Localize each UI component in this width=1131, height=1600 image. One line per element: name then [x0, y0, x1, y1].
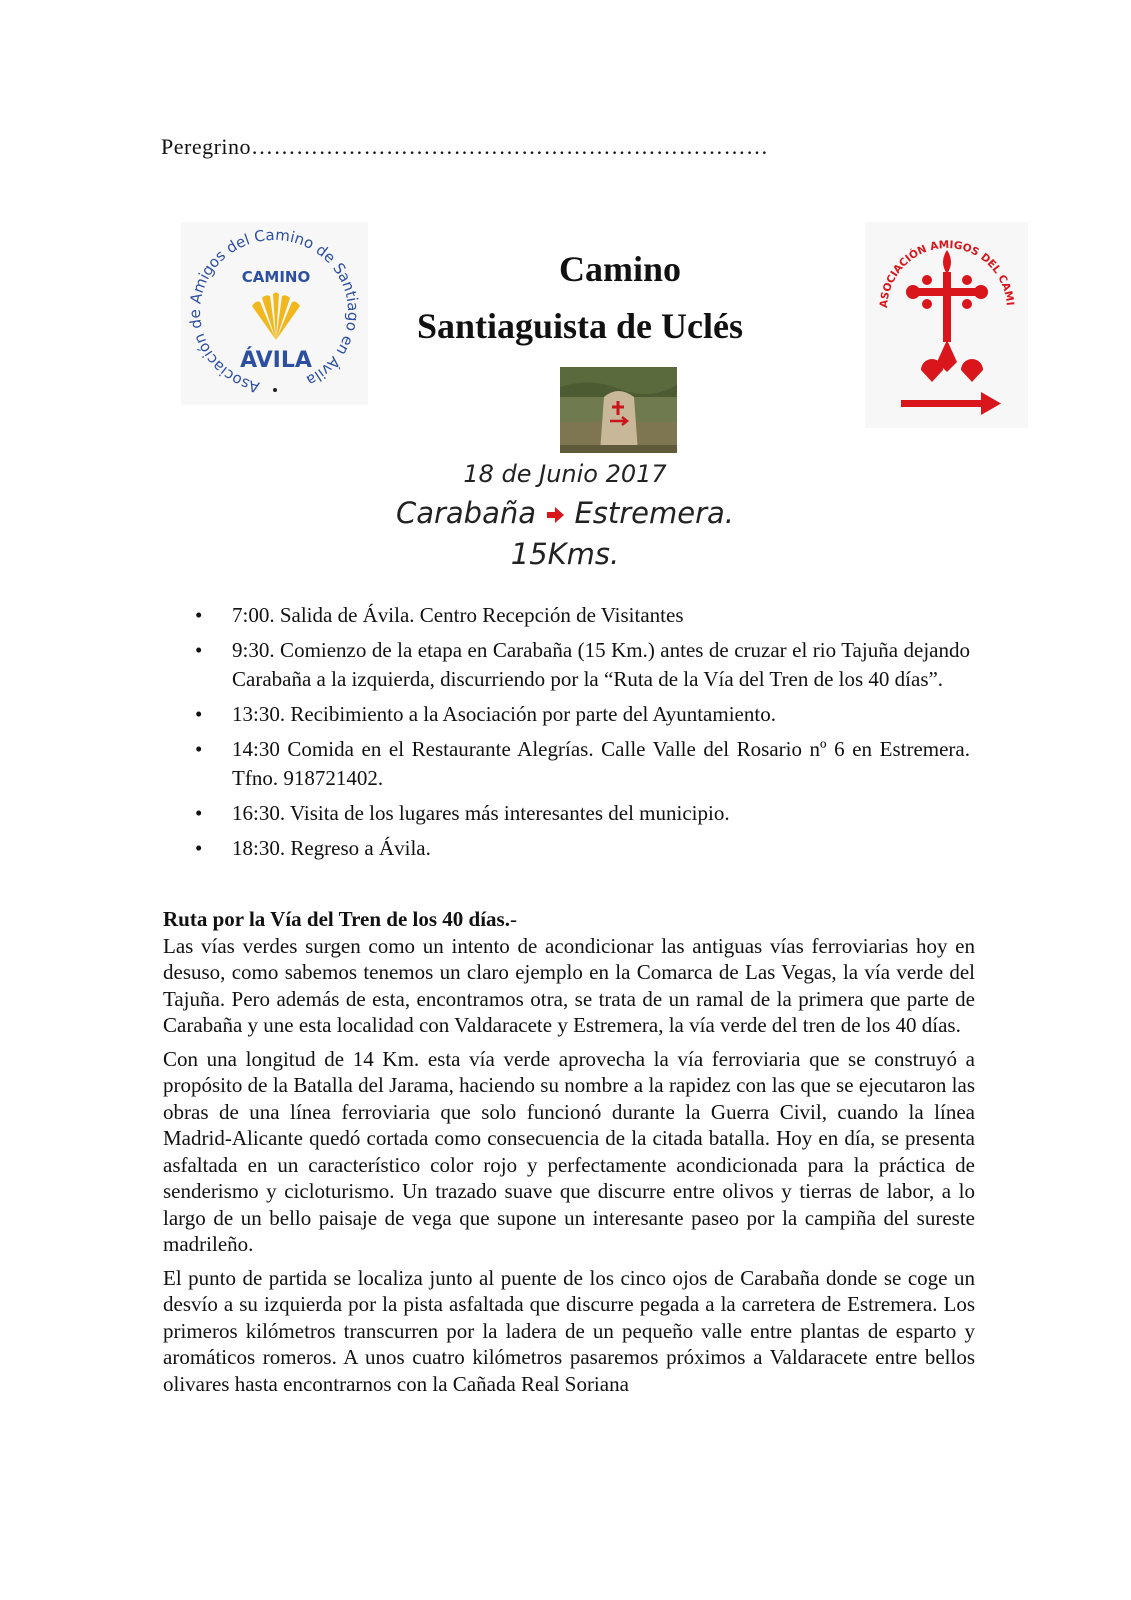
- avila-logo-camino-text: CAMINO: [241, 268, 311, 286]
- schedule-item: • 16:30. Visita de los lugares más interesantes del municipio.: [195, 799, 970, 828]
- schedule-item: • 7:00. Salida de Ávila. Centro Recepción de Visitantes: [195, 601, 970, 630]
- event-date: 18 de Junio 2017: [463, 460, 667, 488]
- section-paragraph: Las vías verdes surgen como un intento de acondicionar las antiguas vías ferroviarias hoy en desuso, como sabemos tenemos un claro ejemplo en la Comarca de Las Vegas, la vía verde del Tajuña. Pero además de esta, encontramos otra, se trata de un ramal de la primera que parte de Carabaña y une esta localidad con Valdaracete y Estremera, la vía verde del tren de los 40 días.: [163, 933, 975, 1037]
- event-distance: 15Kms.: [510, 537, 620, 571]
- ucles-association-logo: [865, 222, 1028, 428]
- santiago-cross-icon: [906, 250, 988, 372]
- milestone-photo: [560, 367, 677, 453]
- peregrino-field: Peregrino……………………………………………………………: [161, 134, 769, 159]
- avila-association-logo: [181, 222, 368, 405]
- schedule-item: • 14:30 Comida en el Restaurante Alegrías. Calle Valle del Rosario nº 6 en Estremera. Tfno. 918721402.: [195, 735, 970, 793]
- schedule-item: • 9:30. Comienzo de la etapa en Carabaña (15 Km.) antes de cruzar el rio Tajuña dejando Carabaña a la izquierda, discurriendo por la “Ruta de la Vía del Tren de los 40 días”.: [195, 636, 970, 694]
- red-arrow-icon: [901, 392, 1001, 415]
- avila-logo-avila-text: ÁVILA: [240, 348, 312, 373]
- ucles-logo-ring-text: ASOCIACIÓN AMIGOS DEL CAMI: [877, 238, 1016, 309]
- schedule-item: • 13:30. Recibimiento a la Asociación por parte del Ayuntamiento.: [195, 700, 970, 729]
- title-line-2: Santiaguista de Uclés: [416, 306, 744, 346]
- section-heading: Ruta por la Vía del Tren de los 40 días.-: [163, 907, 517, 931]
- route-origin: Carabaña: [395, 496, 537, 530]
- section-paragraph: El punto de partida se localiza junto al puente de los cinco ojos de Carabaña donde se coge un desvío a su izquierda por la pista asfaltada que discurre pegada a la carretera de Estremera. Los primeros kilómetros transcurren por la ladera de un pequeño valle entre plantas de esparto y aromáticos romeros. A unos cuatro kilómetros pasaremos próximos a Valdaracete entre bellos olivares hasta encontrarnos con la Cañada Real Soriana: [163, 1265, 975, 1396]
- red-arrow-icon: [545, 506, 565, 524]
- title-line-1: Camino: [558, 249, 681, 289]
- schedule-list: [195, 601, 970, 869]
- avila-logo-ring-text: Asociación de Amigos del Camino de Santiago en Ávila: [185, 225, 363, 397]
- route-destination: Estremera.: [574, 496, 735, 530]
- schedule-item: • 18:30. Regreso a Ávila.: [195, 834, 970, 863]
- scallop-shell-icon: [250, 293, 302, 347]
- event-route: [365, 496, 765, 530]
- section-paragraph: Con una longitud de 14 Km. esta vía verde aprovecha la vía ferroviaria que se construyó a propósito de la Batalla del Jarama, haciendo su nombre a la rapidez con las que se ejecutaron las obras de una línea ferroviaria que solo funcionó durante la Guerra Civil, cuando la línea Madrid-Alicante quedó cortada como consecuencia de la citada batalla. Hoy en día, se presenta asfaltada en un característico color rojo y perfectamente acondicionada para la práctica de senderismo y cicloturismo. Un trazado suave que discurre entre olivos y tierras de labor, a lo largo de un bello paisaje de vega que supone un interesante paseo por la campiña del sureste madrileño.: [163, 1046, 975, 1256]
- route-description-section: [163, 906, 975, 1404]
